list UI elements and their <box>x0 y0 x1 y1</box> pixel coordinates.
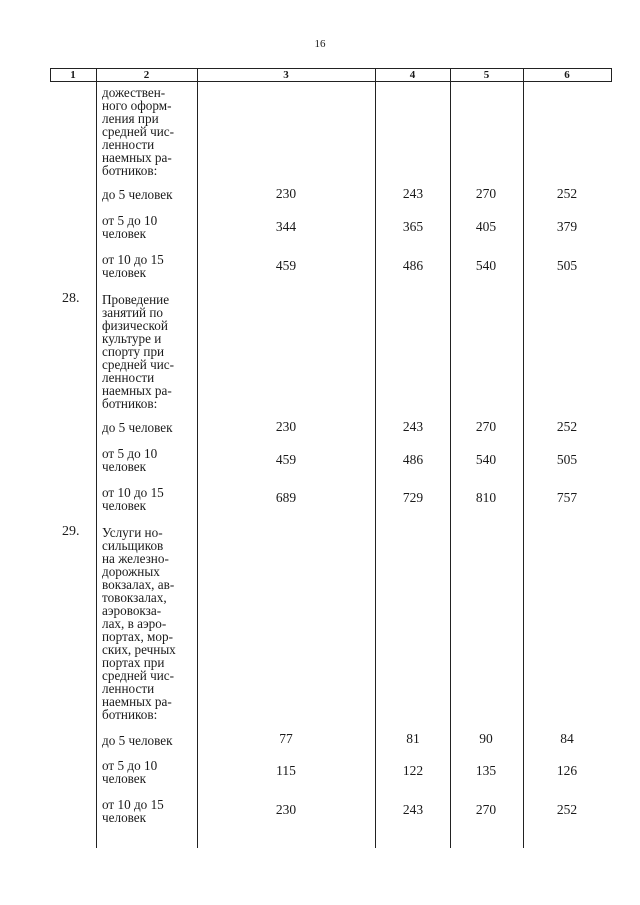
row-label: от 5 до 10 человек <box>102 758 158 786</box>
cell-col3: 230 <box>275 802 297 817</box>
cell-col5: 540 <box>475 258 497 273</box>
row-label: от 5 до 10 человек <box>102 213 158 241</box>
cell-col3: 459 <box>275 452 297 467</box>
cell-col6: 379 <box>556 219 578 234</box>
cell-col6: 252 <box>556 186 578 201</box>
cell-col4: 243 <box>402 419 424 434</box>
section-number: 28. <box>62 291 80 306</box>
column-header-4: 4 <box>409 69 416 81</box>
cell-col6: 757 <box>556 490 578 505</box>
column-divider-1-2 <box>96 68 97 848</box>
table-right-border <box>611 68 612 81</box>
table-header-border <box>50 81 612 82</box>
cell-col3: 230 <box>275 186 297 201</box>
cell-col5: 270 <box>475 802 497 817</box>
row-label: от 10 до 15 человек <box>102 252 164 280</box>
column-header-5: 5 <box>483 69 490 81</box>
cell-col3: 77 <box>279 731 293 746</box>
cell-col6: 126 <box>556 763 578 778</box>
cell-col6: 505 <box>556 258 578 273</box>
column-header-6: 6 <box>564 69 570 81</box>
cell-col4: 81 <box>406 731 420 746</box>
cell-col3: 115 <box>276 763 296 778</box>
cell-col4: 365 <box>402 219 424 234</box>
cell-col4: 122 <box>402 763 424 778</box>
cell-col4: 486 <box>402 258 424 273</box>
column-divider-3-4 <box>375 68 376 848</box>
column-divider-5-6 <box>523 68 524 848</box>
cell-col5: 270 <box>475 419 497 434</box>
column-divider-4-5 <box>450 68 451 848</box>
row-label: до 5 человек <box>102 187 173 202</box>
section-title: Проведение занятий по физической культуре и спорту при средней чис- ленности наемных ра- ботников: <box>102 292 175 411</box>
row-label: до 5 человек <box>102 420 173 435</box>
cell-col3: 230 <box>275 419 297 434</box>
row-label: до 5 человек <box>102 733 173 748</box>
section-number: 29. <box>62 524 80 539</box>
column-header-1: 1 <box>70 69 76 81</box>
cell-col4: 486 <box>402 452 424 467</box>
cell-col4: 729 <box>402 490 424 505</box>
cell-col5: 270 <box>475 186 497 201</box>
cell-col4: 243 <box>402 802 424 817</box>
row-label: от 10 до 15 человек <box>102 485 164 513</box>
cell-col5: 540 <box>475 452 497 467</box>
cell-col6: 252 <box>556 419 578 434</box>
cell-col6: 84 <box>560 731 574 746</box>
cell-col4: 243 <box>402 186 424 201</box>
cell-col3: 459 <box>275 258 297 273</box>
column-header-3: 3 <box>283 69 289 81</box>
column-divider-2-3 <box>197 68 198 848</box>
service-description-continued: дожествен- ного оформ- ления при средней чис- ленности наемных ра- ботников: <box>102 85 175 178</box>
cell-col5: 810 <box>475 490 497 505</box>
cell-col3: 689 <box>275 490 297 505</box>
row-label: от 10 до 15 человек <box>102 797 164 825</box>
cell-col5: 135 <box>475 763 497 778</box>
cell-col6: 252 <box>556 802 578 817</box>
cell-col5: 405 <box>475 219 497 234</box>
column-header-2: 2 <box>143 69 150 81</box>
page-number: 16 <box>314 38 326 50</box>
cell-col5: 90 <box>479 731 493 746</box>
row-label: от 5 до 10 человек <box>102 446 158 474</box>
cell-col3: 344 <box>275 219 297 234</box>
cell-col6: 505 <box>556 452 578 467</box>
section-title: Услуги но- сильщиков на железно- дорожных вокзалах, ав- товокзалах, аэровокза- лах, в аэро- портах, мор- ских, речных портах при средней чис- ленности наемных ра- ботников: <box>102 525 176 722</box>
